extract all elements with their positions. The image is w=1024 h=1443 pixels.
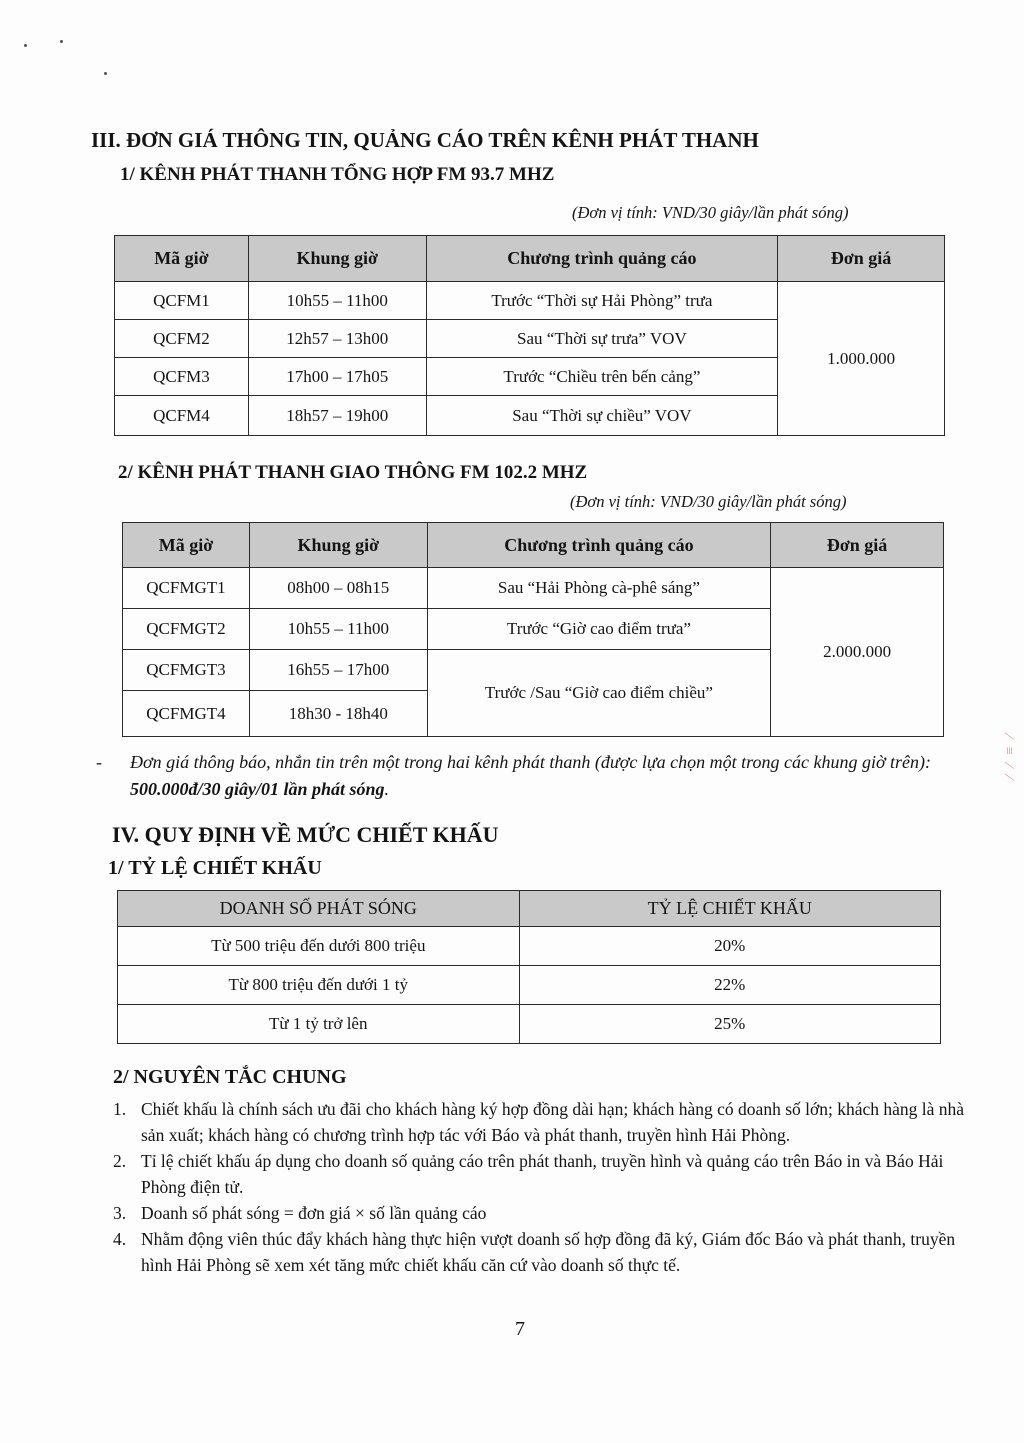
table-row <box>118 927 941 966</box>
code-cell: QCFM2 <box>115 320 249 358</box>
list-item <box>113 1226 973 1278</box>
seal-stamp-edge: ⁄ ≡ ⁄ ∕ <box>1001 735 1016 782</box>
note-text <box>130 749 972 803</box>
col-header: Đơn giá <box>771 523 944 568</box>
item-number: 1. <box>113 1099 127 1119</box>
list-item <box>113 1200 973 1226</box>
time-cell: 16h55 – 17h00 <box>249 650 427 691</box>
time-cell: 12h57 – 13h00 <box>248 320 426 358</box>
discount-table <box>117 890 941 1044</box>
note-body: Đơn giá thông báo, nhắn tin trên một trong hai kênh phát thanh (được lựa chọn một trong các khung giờ trên): <box>130 752 932 772</box>
price-cell: 2.000.000 <box>771 568 944 737</box>
program-cell: Trước /Sau “Giờ cao điểm chiều” <box>427 650 770 737</box>
note-dash: - <box>96 752 102 772</box>
code-cell: QCFM3 <box>115 358 249 396</box>
col-header: Khung giờ <box>249 523 427 568</box>
note-end: . <box>384 779 390 799</box>
time-cell: 18h30 - 18h40 <box>249 691 427 737</box>
code-cell: QCFMGT3 <box>123 650 250 691</box>
item-number: 2. <box>113 1151 127 1171</box>
col-header: TỶ LỆ CHIẾT KHẤU <box>519 891 940 927</box>
rate-cell: 25% <box>519 1005 940 1044</box>
scan-speck <box>60 40 63 43</box>
note-price: 500.000đ/30 giây/01 lần phát sóng <box>130 779 385 799</box>
time-cell: 10h55 – 11h00 <box>249 609 427 650</box>
program-cell: Trước “Thời sự Hải Phòng” trưa <box>426 282 778 320</box>
table-row <box>118 1005 941 1044</box>
item-number: 4. <box>113 1229 127 1249</box>
principles-list <box>113 1096 973 1278</box>
table-row <box>115 282 945 320</box>
col-header: DOANH SỐ PHÁT SÓNG <box>118 891 520 927</box>
program-cell: Sau “Thời sự chiều” VOV <box>426 396 778 436</box>
list-item <box>113 1096 973 1148</box>
code-cell: QCFMGT4 <box>123 691 250 737</box>
rate-cell: 22% <box>519 966 940 1005</box>
fm937-table <box>114 235 945 436</box>
rate-title: 1/ TỶ LỆ CHIẾT KHẤU <box>108 857 322 879</box>
fm1022-table <box>122 522 944 737</box>
range-cell: Từ 1 tỷ trở lên <box>118 1005 520 1044</box>
scan-speck <box>104 72 107 75</box>
fm1022-unit: (Đơn vị tính: VND/30 giây/lần phát sóng) <box>570 492 847 511</box>
code-cell: QCFMGT1 <box>123 568 250 609</box>
list-item <box>113 1148 973 1200</box>
page-number: 7 <box>515 1318 525 1340</box>
col-header: Chương trình quảng cáo <box>426 236 778 282</box>
col-header: Chương trình quảng cáo <box>427 523 770 568</box>
col-header: Đơn giá <box>778 236 945 282</box>
time-cell: 10h55 – 11h00 <box>248 282 426 320</box>
code-cell: QCFMGT2 <box>123 609 250 650</box>
principles-title: 2/ NGUYÊN TẮC CHUNG <box>113 1066 347 1088</box>
fm1022-title: 2/ KÊNH PHÁT THANH GIAO THÔNG FM 102.2 MHZ <box>118 462 588 483</box>
col-header: Mã giờ <box>115 236 249 282</box>
time-cell: 08h00 – 08h15 <box>249 568 427 609</box>
item-text: Tỉ lệ chiết khấu áp dụng cho doanh số quảng cáo trên phát thanh, truyền hình và quảng cáo trên Báo in và Báo Hải Phòng điện tử. <box>141 1151 944 1197</box>
code-cell: QCFM1 <box>115 282 249 320</box>
code-cell: QCFM4 <box>115 396 249 436</box>
price-cell: 1.000.000 <box>778 282 945 436</box>
col-header: Mã giờ <box>123 523 250 568</box>
range-cell: Từ 500 triệu đến dưới 800 triệu <box>118 927 520 966</box>
table-row <box>118 966 941 1005</box>
section-3-title: III. ĐƠN GIÁ THÔNG TIN, QUẢNG CÁO TRÊN KÊNH PHÁT THANH <box>91 128 759 152</box>
item-text: Nhằm động viên thúc đẩy khách hàng thực hiện vượt doanh số hợp đồng đã ký, Giám đốc Báo và phát thanh, truyền hình Hải Phòng sẽ xem xét tăng mức chiết khấu căn cứ vào doanh số thực tế. <box>141 1229 956 1275</box>
range-cell: Từ 800 triệu đến dưới 1 tỷ <box>118 966 520 1005</box>
time-cell: 18h57 – 19h00 <box>248 396 426 436</box>
program-cell: Sau “Hải Phòng cà-phê sáng” <box>427 568 770 609</box>
program-cell: Sau “Thời sự trưa” VOV <box>426 320 778 358</box>
scan-speck <box>24 44 27 47</box>
rate-cell: 20% <box>519 927 940 966</box>
time-cell: 17h00 – 17h05 <box>248 358 426 396</box>
program-cell: Trước “Chiều trên bến cảng” <box>426 358 778 396</box>
program-cell: Trước “Giờ cao điểm trưa” <box>427 609 770 650</box>
item-text: Chiết khấu là chính sách ưu đãi cho khách hàng ký hợp đồng dài hạn; khách hàng có doanh số lớn; khách hàng là nhà sản xuất; khách hàng có chương trình hợp tác với Báo và phát thanh, truyền hình Hải Phòng. <box>141 1099 965 1145</box>
fm937-unit: (Đơn vị tính: VND/30 giây/lần phát sóng) <box>572 203 849 222</box>
table-row <box>123 568 944 609</box>
fm937-title: 1/ KÊNH PHÁT THANH TỔNG HỢP FM 93.7 MHZ <box>120 164 555 185</box>
item-text: Doanh số phát sóng = đơn giá × số lần quảng cáo <box>141 1203 487 1223</box>
col-header: Khung giờ <box>248 236 426 282</box>
section-4-title: IV. QUY ĐỊNH VỀ MỨC CHIẾT KHẤU <box>112 822 499 847</box>
item-number: 3. <box>113 1203 127 1223</box>
